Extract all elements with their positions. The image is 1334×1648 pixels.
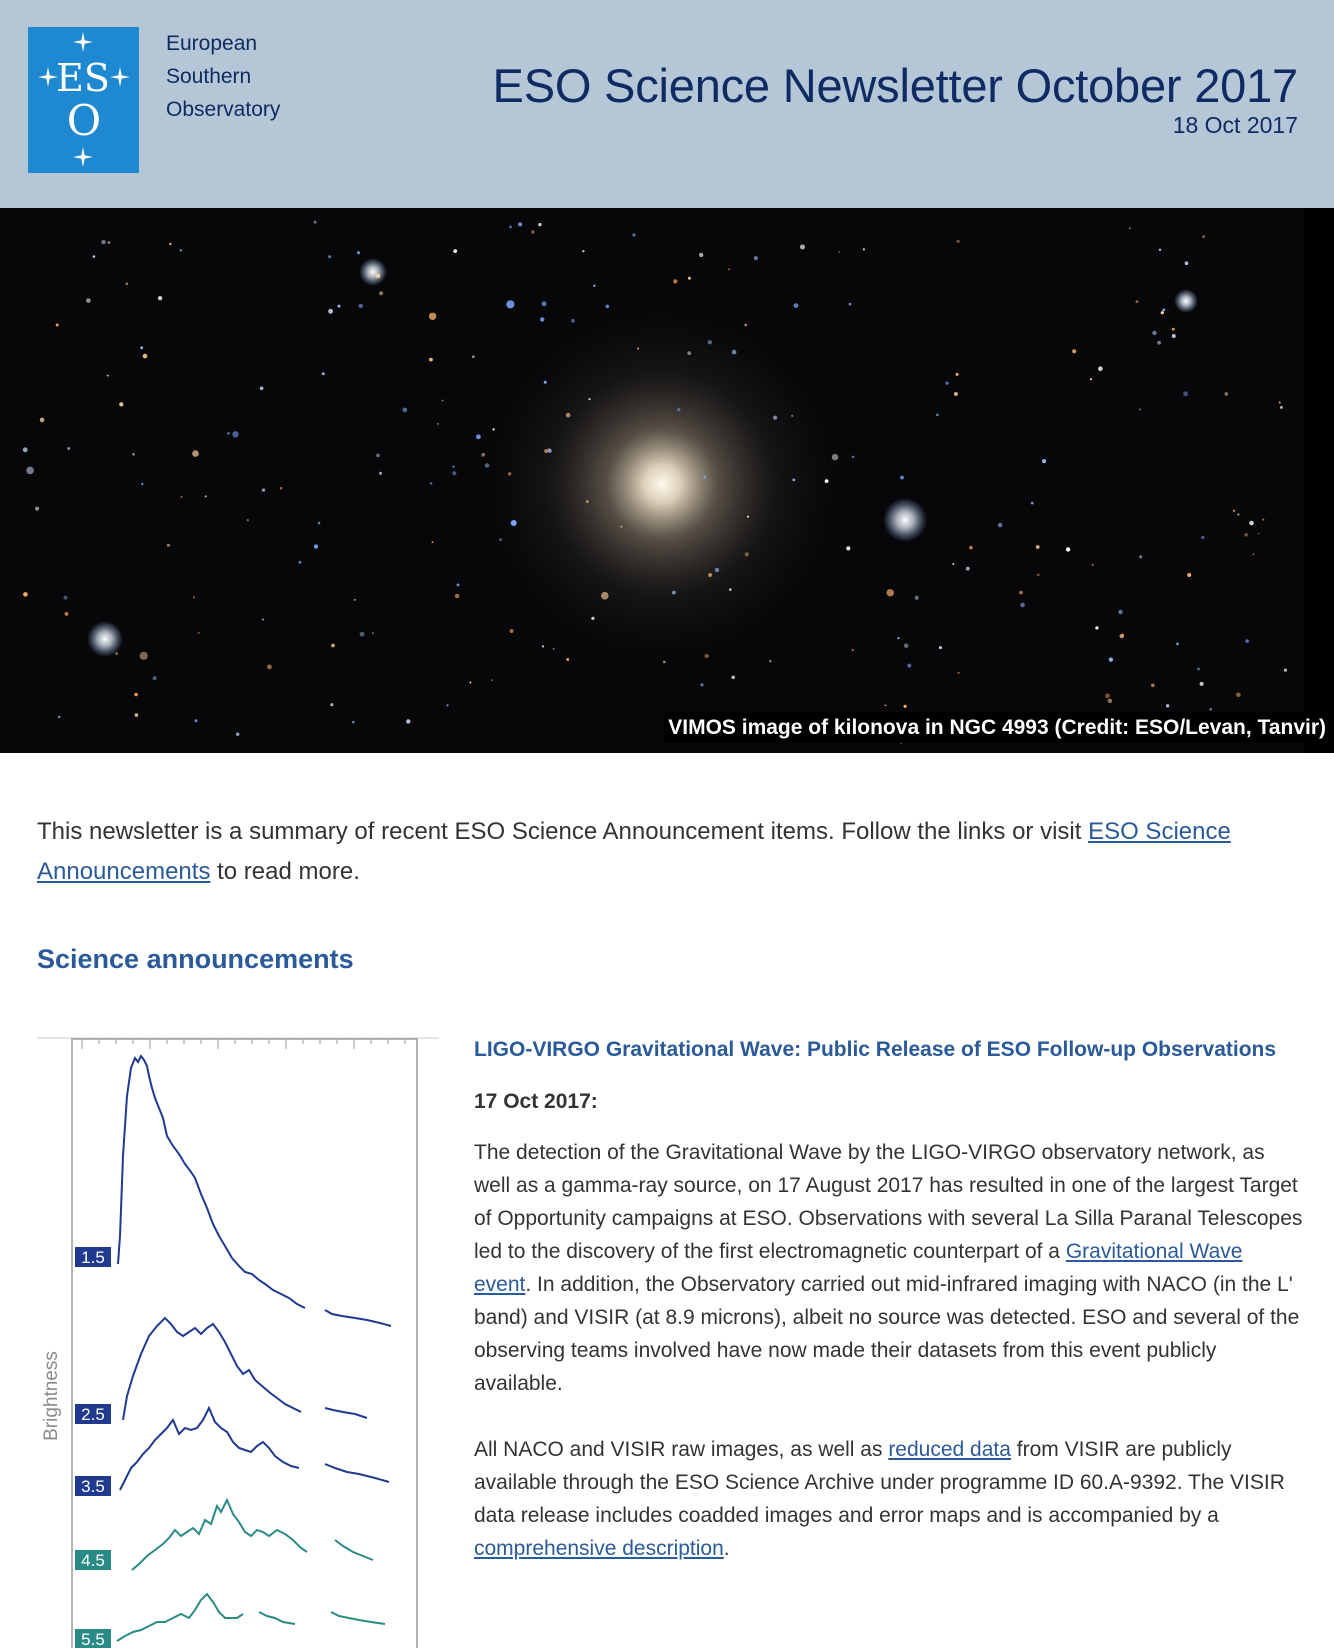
star <box>132 453 135 456</box>
intro-paragraph <box>37 812 1297 892</box>
star <box>672 591 676 595</box>
star <box>1036 545 1040 549</box>
newsletter-header <box>0 0 1334 208</box>
star <box>620 526 622 528</box>
star <box>601 592 609 600</box>
star <box>542 301 547 306</box>
star <box>846 546 850 550</box>
eso-science-announcements-link[interactable]: ESO Science Announcements <box>37 818 1231 885</box>
star <box>126 283 129 286</box>
star <box>705 654 709 658</box>
star <box>432 541 434 543</box>
star <box>800 245 805 250</box>
star <box>952 563 954 565</box>
star <box>593 285 595 287</box>
star <box>745 324 747 326</box>
star <box>732 350 737 355</box>
star <box>747 516 749 518</box>
star <box>35 507 39 511</box>
star <box>135 713 139 717</box>
star <box>318 522 321 525</box>
star <box>23 447 28 452</box>
spectrum-line <box>118 1056 391 1326</box>
epoch-label-1 <box>75 1247 111 1267</box>
star <box>510 629 514 633</box>
star <box>1202 235 1205 238</box>
star <box>606 305 610 309</box>
star <box>429 313 436 320</box>
star <box>708 340 712 344</box>
svg-text:3.5: 3.5 <box>81 1477 105 1496</box>
star <box>453 249 457 253</box>
star <box>446 704 448 706</box>
star <box>314 221 317 224</box>
star <box>1092 564 1094 566</box>
star <box>457 584 460 587</box>
star <box>379 291 383 295</box>
svg-text:5.5: 5.5 <box>81 1630 105 1648</box>
star <box>1233 510 1235 512</box>
star <box>481 453 485 457</box>
star <box>359 304 363 308</box>
star <box>262 618 264 620</box>
gravitational-wave-event-link[interactable]: Gravitational Wave event <box>474 1240 1243 1296</box>
star <box>1166 704 1169 707</box>
hero-image-kilonova[interactable] <box>0 208 1334 753</box>
star <box>542 645 544 647</box>
star <box>1200 682 1204 686</box>
star <box>352 721 354 723</box>
starfield-image <box>0 208 1334 753</box>
star <box>1201 536 1204 539</box>
logo-o-text: O <box>66 96 102 145</box>
star <box>1108 699 1113 704</box>
star <box>1031 502 1034 505</box>
article-title-link[interactable]: LIGO-VIRGO Gravitational Wave: Public Release of ESO Follow-up Observations <box>474 1038 1277 1061</box>
star <box>897 637 899 639</box>
star <box>86 298 91 303</box>
spectrum-line <box>123 1318 367 1420</box>
star <box>299 561 302 564</box>
star <box>192 450 199 457</box>
star <box>247 519 249 521</box>
star <box>1152 331 1156 335</box>
star <box>1066 547 1070 551</box>
star <box>1172 328 1175 331</box>
article-text: The detection of the Gravitational Wave by the LIGO-VIRGO observatory network, as well as a gamma-ray source, on 17 August 2017 has resulted in one of the largest Target of Opportunity campaigns at ESO. Observations with several La Silla Paranal Telescopes led to the discovery of the first electromagnetic counterpart of a <box>474 1141 1303 1263</box>
star <box>958 672 960 674</box>
star <box>115 652 117 654</box>
section-heading: Science announcements <box>37 944 354 974</box>
star <box>885 705 887 707</box>
star <box>946 382 949 385</box>
star <box>328 309 333 314</box>
star <box>1279 402 1281 404</box>
star <box>1042 459 1046 463</box>
star <box>58 716 60 718</box>
star <box>1244 533 1248 537</box>
star <box>108 241 111 244</box>
star <box>40 418 45 423</box>
star <box>825 479 829 483</box>
star <box>957 240 960 243</box>
star <box>703 476 706 479</box>
star <box>1037 574 1040 577</box>
org-line-1: European <box>166 32 258 55</box>
star <box>673 279 677 283</box>
star <box>1162 309 1165 312</box>
star <box>531 230 534 233</box>
star <box>1185 261 1189 265</box>
star <box>1095 626 1098 629</box>
star <box>1225 392 1229 396</box>
star <box>936 414 939 417</box>
star <box>1090 378 1092 380</box>
star <box>143 354 148 359</box>
star <box>140 346 143 349</box>
star <box>915 596 919 600</box>
kilonova-spectra-figure[interactable] <box>37 1036 439 1648</box>
svg-text:1.5: 1.5 <box>81 1248 105 1267</box>
star <box>586 500 589 503</box>
spectra-plot <box>37 1036 439 1648</box>
star <box>632 233 635 236</box>
star <box>169 243 171 245</box>
star <box>134 693 137 696</box>
star <box>372 632 374 634</box>
star <box>1176 643 1179 646</box>
star <box>1197 668 1200 671</box>
star <box>566 658 569 661</box>
star <box>548 448 550 450</box>
star <box>198 632 200 634</box>
star <box>954 392 958 396</box>
star <box>56 324 59 327</box>
star <box>1245 639 1249 643</box>
star <box>708 573 712 577</box>
star <box>1280 406 1283 409</box>
bright-star <box>883 498 927 542</box>
star <box>852 649 854 651</box>
star <box>430 482 433 485</box>
star <box>1129 228 1131 230</box>
org-line-2: Southern <box>166 65 252 88</box>
star <box>107 375 109 377</box>
star <box>849 303 852 306</box>
star <box>472 355 475 358</box>
star <box>67 447 70 450</box>
epoch-label-4 <box>75 1550 111 1570</box>
star <box>437 423 439 425</box>
star <box>93 255 96 258</box>
star <box>26 467 34 475</box>
bright-star <box>359 258 387 286</box>
star <box>452 471 456 475</box>
star <box>699 253 703 257</box>
star <box>491 679 493 681</box>
star <box>731 676 735 680</box>
star <box>328 255 331 258</box>
star <box>1284 669 1287 672</box>
reduced-data-link[interactable]: reduced data <box>888 1438 1011 1461</box>
star <box>1159 249 1161 251</box>
star <box>158 296 162 300</box>
star <box>1118 610 1122 614</box>
star <box>1098 366 1103 371</box>
star <box>442 400 444 402</box>
star <box>1236 693 1241 698</box>
star <box>1151 684 1155 688</box>
star <box>322 372 325 375</box>
star <box>1253 553 1255 555</box>
article-ligo-virgo <box>474 1036 1304 1565</box>
article-text: . <box>723 1537 730 1560</box>
star <box>907 664 911 668</box>
article-paragraph-1 <box>474 1136 1304 1400</box>
star <box>538 223 541 226</box>
star <box>791 415 793 417</box>
star <box>1161 311 1164 314</box>
star <box>745 552 749 556</box>
star <box>1109 658 1113 662</box>
star <box>338 305 341 308</box>
star <box>455 594 460 599</box>
star <box>769 660 771 662</box>
newsletter-title: ESO Science Newsletter October 2017 <box>492 59 1298 112</box>
star <box>23 592 28 597</box>
star <box>195 719 198 722</box>
star <box>1209 708 1212 711</box>
comprehensive-description-link[interactable]: comprehensive description <box>474 1537 724 1560</box>
star <box>754 256 758 260</box>
star <box>1172 334 1176 338</box>
star <box>588 398 590 400</box>
logo-es-text: ES <box>56 56 110 100</box>
star <box>153 676 157 680</box>
article-paragraph-2 <box>474 1433 1304 1565</box>
star <box>887 589 894 596</box>
hero-caption: VIMOS image of kilonova in NGC 4993 (Credit: ESO/Levan, Tanvir) <box>664 712 1330 743</box>
star <box>280 487 283 490</box>
star <box>180 249 183 252</box>
epoch-label-5 <box>75 1629 111 1648</box>
article-date: 17 Oct 2017: <box>474 1090 598 1113</box>
star <box>260 387 264 391</box>
spectrum-line <box>132 1500 373 1570</box>
newsletter-date: 18 Oct 2017 <box>1172 112 1298 138</box>
star <box>1020 603 1025 608</box>
star <box>553 648 555 650</box>
star <box>379 472 382 475</box>
star <box>663 661 666 664</box>
star <box>863 248 865 250</box>
star <box>687 351 691 355</box>
star <box>1139 555 1142 558</box>
star <box>403 408 408 413</box>
article-text: . In addition, the Observatory carried out mid-infrared imaging with NACO (in the L' band) and VISIR (at 8.9 microns), albeit no source was detected. ESO and several of the observing teams involved have now made their datasets from this event publicly available. <box>474 1273 1300 1395</box>
star <box>360 632 365 637</box>
star <box>511 520 517 526</box>
article-text: from VISIR are publicly available through the ESO Science Archive under programme ID 60.A-9392. The VISIR data release includes coadded images and error maps and is accompanied by a <box>474 1438 1285 1527</box>
star <box>193 596 195 598</box>
star <box>1136 300 1139 303</box>
star <box>969 546 973 550</box>
star <box>1105 693 1110 698</box>
star <box>518 222 522 226</box>
star <box>141 483 143 485</box>
org-line-3: Observatory <box>166 98 281 121</box>
star <box>493 428 495 430</box>
star <box>429 358 433 362</box>
organisation-name <box>166 27 280 126</box>
star <box>64 596 68 600</box>
star <box>715 568 719 572</box>
star <box>1258 533 1260 535</box>
star <box>1072 349 1076 353</box>
star <box>101 240 105 244</box>
spectrum-line <box>120 1408 389 1490</box>
star <box>262 488 265 491</box>
star <box>566 413 571 418</box>
bright-star <box>87 621 123 657</box>
epoch-label-3 <box>75 1476 111 1496</box>
star <box>376 454 380 458</box>
star <box>354 599 356 601</box>
star <box>729 588 732 591</box>
star <box>1139 409 1141 411</box>
star <box>998 523 1003 528</box>
star <box>485 463 489 467</box>
star <box>1249 521 1254 526</box>
star <box>330 703 333 706</box>
star <box>331 644 335 648</box>
star <box>838 251 840 253</box>
star <box>406 719 410 723</box>
star <box>832 454 838 460</box>
star <box>140 652 148 660</box>
star <box>469 682 471 684</box>
star <box>314 544 318 548</box>
star <box>1262 519 1264 521</box>
intro-text: This newsletter is a summary of recent ESO Science Announcement items. Follow the links or visit <box>37 818 1089 845</box>
eso-logo-icon <box>28 27 139 173</box>
intro-text-end: to read more. <box>210 858 360 885</box>
star <box>1183 391 1188 396</box>
star <box>900 476 904 480</box>
galaxy-ngc4993 <box>477 299 847 669</box>
star <box>357 251 360 254</box>
star <box>205 495 207 497</box>
star <box>677 408 680 411</box>
bright-star <box>1174 289 1198 313</box>
star <box>1237 514 1239 516</box>
epoch-label-2 <box>75 1404 111 1424</box>
star <box>582 250 584 252</box>
star <box>852 456 855 459</box>
star <box>571 319 575 323</box>
star <box>939 646 942 649</box>
spectrum-line <box>117 1594 385 1641</box>
star <box>794 303 799 308</box>
svg-text:2.5: 2.5 <box>81 1405 105 1424</box>
star <box>453 466 455 468</box>
star <box>688 277 691 280</box>
star <box>506 300 514 308</box>
star <box>232 431 238 437</box>
article-text: All NACO and VISIR raw images, as well as <box>474 1438 889 1461</box>
star <box>544 449 548 453</box>
star <box>267 665 272 670</box>
star <box>236 733 239 736</box>
star <box>904 644 908 648</box>
star <box>1121 634 1124 637</box>
star <box>540 317 544 321</box>
star <box>637 348 639 350</box>
star <box>544 381 547 384</box>
star <box>591 617 594 620</box>
star <box>181 496 183 498</box>
star <box>499 538 502 541</box>
star <box>1019 591 1023 595</box>
star <box>956 373 959 376</box>
brightness-axis-label: Brightness <box>41 1351 62 1441</box>
star <box>119 402 123 406</box>
star <box>773 416 777 420</box>
star <box>966 567 970 571</box>
star <box>509 226 512 229</box>
star <box>792 479 795 482</box>
star <box>376 274 381 279</box>
star <box>700 683 703 686</box>
eso-logo[interactable] <box>28 27 139 173</box>
star <box>1187 573 1191 577</box>
star <box>728 268 730 270</box>
star <box>476 434 481 439</box>
star <box>904 705 907 708</box>
star <box>227 432 229 434</box>
star <box>167 544 170 547</box>
star <box>508 472 511 475</box>
star <box>1157 341 1161 345</box>
star <box>65 612 69 616</box>
svg-text:4.5: 4.5 <box>81 1551 105 1570</box>
